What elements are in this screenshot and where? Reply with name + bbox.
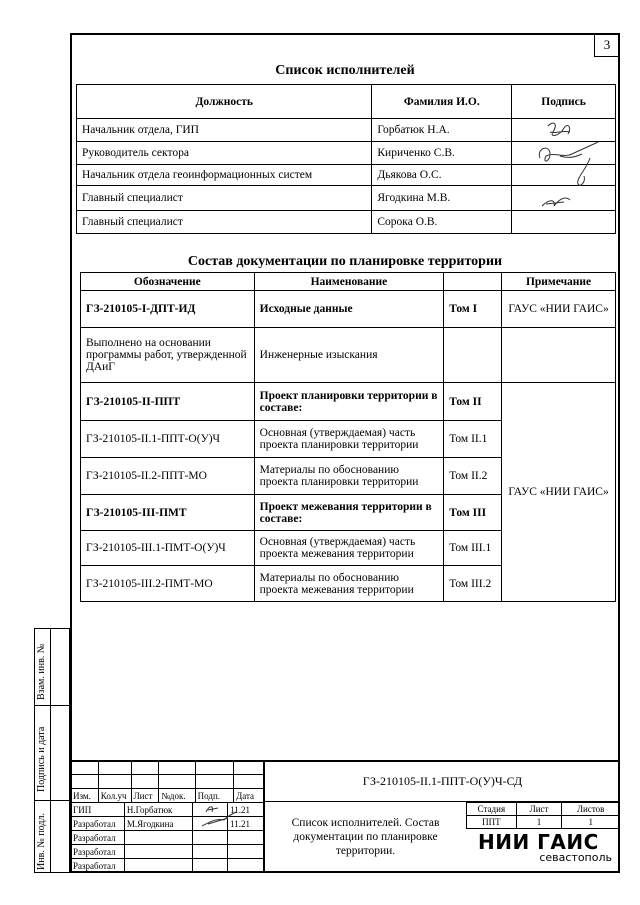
doc-code: ГЗ-210105-II.1-ППТ-О(У)Ч-СД	[264, 760, 620, 802]
sheet-value: 1	[516, 816, 562, 829]
signature-marks	[520, 118, 610, 213]
col-signature: Подпись	[512, 85, 616, 119]
person-name: Н.Горбатюк	[124, 803, 192, 817]
name-cell: Горбатюк Н.А.	[372, 119, 512, 142]
role-cell: ГИП	[71, 803, 125, 817]
code-cell: ГЗ-210105-II.1-ППТ-О(У)Ч	[81, 421, 255, 458]
hdr-date: Дата	[234, 789, 264, 803]
name-cell: Кириченко С.В.	[372, 142, 512, 165]
stamp-signatures	[198, 800, 238, 832]
table-row	[71, 845, 264, 859]
title-cell: Основная (утверждаемая) часть проекта планировки территории	[254, 421, 444, 458]
title-cell: Исходные данные	[254, 291, 444, 328]
date-cell: 11.21	[228, 803, 264, 817]
logo-sub: севастополь	[539, 851, 612, 864]
table-row	[71, 859, 264, 873]
title-cell: Инженерные изыскания	[254, 328, 444, 383]
sign-cell	[192, 845, 228, 859]
name-cell: Дьякова О.С.	[372, 165, 512, 186]
note-cell: ГАУС «НИИ ГАИС»	[502, 383, 616, 602]
position-cell: Главный специалист	[77, 211, 372, 234]
person-name	[124, 845, 192, 859]
title-cell: Основная (утверждаемая) часть проекта межевания территории	[254, 531, 444, 566]
side-vzam: Взам. инв. №	[36, 643, 47, 700]
volume-cell: Том II.2	[444, 458, 502, 495]
sheet-label: Лист	[516, 803, 562, 816]
table-row	[77, 211, 616, 234]
person-name	[124, 859, 192, 873]
position-cell: Начальник отдела, ГИП	[77, 119, 372, 142]
table-row	[81, 291, 616, 328]
company-logo	[478, 832, 618, 863]
role-cell: Разработал	[71, 859, 125, 873]
change-table	[70, 760, 264, 803]
code-cell: ГЗ-210105-III.1-ПМТ-О(У)Ч	[81, 531, 255, 566]
col-name: Фамилия И.О.	[372, 85, 512, 119]
date-cell	[228, 859, 264, 873]
date-cell	[228, 831, 264, 845]
code-cell: ГЗ-210105-III-ПМТ	[81, 495, 255, 531]
side-divider	[50, 628, 51, 873]
table-row	[71, 831, 264, 845]
stage-table	[466, 802, 620, 829]
code-cell: ГЗ-210105-III.2-ПМТ-МО	[81, 566, 255, 602]
code-cell: ГЗ-210105-II-ППТ	[81, 383, 255, 421]
title-cell: Материалы по обоснованию проекта межевания территории	[254, 566, 444, 602]
col-title: Наименование	[254, 273, 444, 291]
title-cell: Проект планировки территории в составе:	[254, 383, 444, 421]
hdr-kol: Кол.уч	[98, 789, 131, 803]
logo-main: НИИ ГАИС	[478, 830, 599, 854]
hdr-izm: Изм.	[71, 789, 99, 803]
stage-value: ППТ	[467, 816, 517, 829]
volume-cell: Том I	[444, 291, 502, 328]
side-divider	[34, 705, 70, 706]
position-cell: Начальник отдела геоинформационных систем	[77, 165, 372, 186]
side-inv: Инв. № подл.	[36, 813, 47, 870]
volume-cell: Том III	[444, 495, 502, 531]
role-cell: Разработал	[71, 831, 125, 845]
person-name	[124, 831, 192, 845]
side-divider	[34, 800, 70, 801]
hdr-sign: Подп.	[195, 789, 233, 803]
sign-cell	[192, 859, 228, 873]
title-cell: Материалы по обоснованию проекта планировки территории	[254, 458, 444, 495]
col-code: Обозначение	[81, 273, 255, 291]
role-cell: Разработал	[71, 817, 125, 831]
name-cell: Ягодкина М.В.	[372, 186, 512, 211]
volume-cell: Том II	[444, 383, 502, 421]
volume-cell	[444, 328, 502, 383]
col-volume	[444, 273, 502, 291]
person-name: М.Ягодкина	[124, 817, 192, 831]
side-podpis: Подпись и дата	[36, 726, 47, 792]
col-position: Должность	[77, 85, 372, 119]
volume-cell: Том III.1	[444, 531, 502, 566]
date-cell: 11.21	[228, 817, 264, 831]
table-row	[81, 328, 616, 383]
code-cell: ГЗ-210105-I-ДПТ-ИД	[81, 291, 255, 328]
docs-table	[80, 272, 616, 602]
name-cell: Сорока О.В.	[372, 211, 512, 234]
note-cell	[502, 328, 616, 383]
note-cell: ГАУС «НИИ ГАИС»	[502, 291, 616, 328]
position-cell: Руководитель сектора	[77, 142, 372, 165]
volume-cell: Том III.2	[444, 566, 502, 602]
page-number: 3	[594, 33, 620, 57]
sheets-label: Листов	[562, 803, 620, 816]
stage-label: Стадия	[467, 803, 517, 816]
code-cell: ГЗ-210105-II.2-ППТ-МО	[81, 458, 255, 495]
title-cell: Проект межевания территории в составе:	[254, 495, 444, 531]
doc-description: Список исполнителей. Состав документации по планировке территории.	[264, 802, 466, 873]
sign-cell	[192, 831, 228, 845]
code-cell: Выполнено на основании программы работ, утвержденной ДАиГ	[81, 328, 255, 383]
col-note: Примечание	[502, 273, 616, 291]
signature-cell	[512, 211, 616, 234]
date-cell	[228, 845, 264, 859]
docs-title: Состав документации по планировке территории	[187, 254, 503, 269]
position-cell: Главный специалист	[77, 186, 372, 211]
role-cell: Разработал	[71, 845, 125, 859]
executors-title: Список исполнителей	[275, 63, 415, 78]
hdr-list: Лист	[131, 789, 159, 803]
sheets-value: 1	[562, 816, 620, 829]
volume-cell: Том II.1	[444, 421, 502, 458]
hdr-doc: №док.	[159, 789, 195, 803]
table-row	[81, 383, 616, 421]
